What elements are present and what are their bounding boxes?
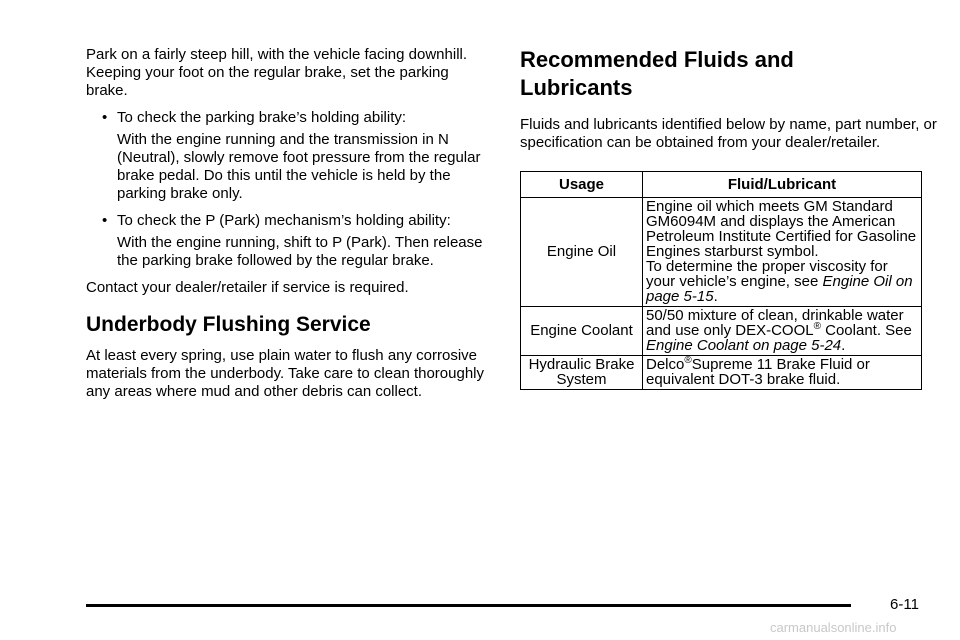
fluid-reference: Engine Coolant on page 5-24 <box>646 337 842 354</box>
fluid-text: To determine the proper viscosity for your vehicle’s engine, see <box>646 258 888 290</box>
header-fluid: Fluid/Lubricant <box>643 172 922 198</box>
intro-paragraph: Park on a fairly steep hill, with the vehicle facing downhill. Keeping your foot on the regular brake, set the parking brake. <box>86 46 468 99</box>
underbody-paragraph: At least every spring, use plain water to flush any corrosive materials from the underbody. Take care to clean thoroughly any areas where mud and other debris can collect. <box>86 347 484 400</box>
usage-cell: Hydraulic Brake System <box>521 356 643 390</box>
fluid-text: Engine oil which meets GM Standard GM6094M and displays the American Petroleum Institute Certified for Gasoline Engines starburst symbol. <box>646 198 917 260</box>
table-row <box>521 198 922 307</box>
fluid-text: Delco <box>646 356 685 373</box>
fluids-heading-line1: Recommended Fluids and <box>520 47 794 72</box>
fluid-text-end: . <box>841 337 846 354</box>
fluid-reference: Engine Oil on page 5-15 <box>646 273 913 305</box>
underbody-heading: Underbody Flushing Service <box>86 313 371 336</box>
fluids-intro: Fluids and lubricants identified below by name, part number, or specification can be obtained from your dealer/retailer. <box>520 116 937 151</box>
table-row <box>521 356 922 390</box>
bullet-lead: To check the P (Park) mechanism’s holding ability: <box>117 212 451 229</box>
fluid-text: Coolant. See <box>820 322 912 339</box>
right-column <box>520 46 950 390</box>
left-column <box>86 46 494 401</box>
footer-rule <box>86 604 851 607</box>
contact-paragraph: Contact your dealer/retailer if service is required. <box>86 279 409 296</box>
watermark: carmanualsonline.info <box>770 620 897 635</box>
registered-mark: ® <box>813 321 821 332</box>
table-row <box>521 307 922 356</box>
bullet-item <box>86 109 494 203</box>
bullet-body: With the engine running, shift to P (Park). Then release the parking brake followed by the regular brake. <box>117 234 483 269</box>
table-header-row <box>521 172 922 198</box>
header-usage: Usage <box>521 172 643 198</box>
bullet-body: With the engine running and the transmission in N (Neutral), slowly remove foot pressure from the regular brake pedal. Do this until the vehicle is held by the parking brake only. <box>117 131 481 202</box>
fluid-cell <box>643 198 922 307</box>
fluid-cell <box>643 356 922 390</box>
fluids-table <box>520 171 922 390</box>
usage-cell: Engine Oil <box>521 198 643 307</box>
bullet-item <box>86 212 494 270</box>
fluid-text: Supreme 11 Brake Fluid or equivalent DOT-3 brake fluid. <box>646 356 870 388</box>
fluid-cell <box>643 307 922 356</box>
fluids-heading-line2: Lubricants <box>520 75 633 100</box>
bullet-icon: • <box>102 212 108 229</box>
usage-cell: Engine Coolant <box>521 307 643 356</box>
registered-mark: ® <box>684 355 692 366</box>
fluid-text: 50/50 mixture of clean, drinkable water and use only DEX-COOL <box>646 307 904 339</box>
bullet-lead: To check the parking brake’s holding ability: <box>117 109 407 126</box>
fluids-heading <box>520 46 950 102</box>
page-number: 6-11 <box>890 596 919 613</box>
bullet-icon: • <box>102 109 108 126</box>
fluid-text-end: . <box>713 288 718 305</box>
